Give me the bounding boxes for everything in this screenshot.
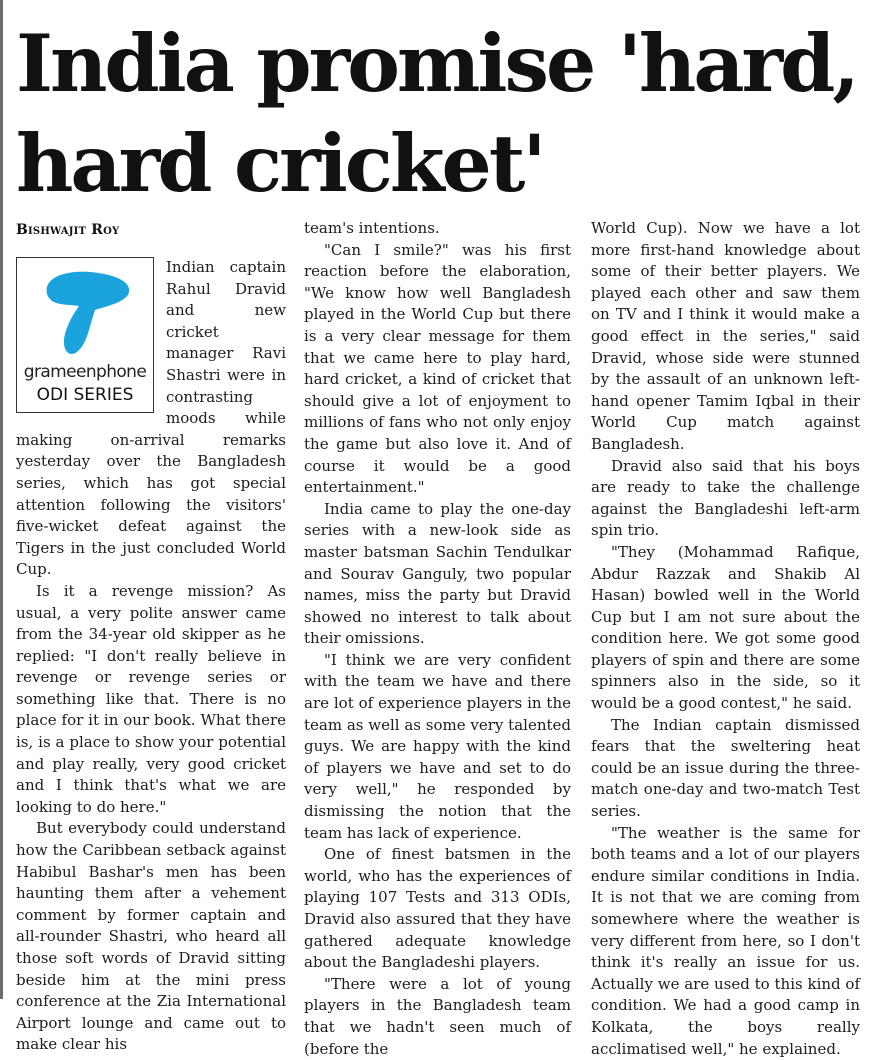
paragraph: But everybody could understand how the Caribbean setback against Habibul Bashar's men has been haunting them after a vehement comment by former captain and all-rounder Shastri, who heard all those soft words of Dravid sitting beside him at the mini press conference at the Zia International Airport lounge and came out to make clear his xyxy=(16,819,286,1054)
byline: Bishwajit Roy xyxy=(16,222,120,238)
headline-line-1: India promise 'hard, xyxy=(16,17,857,110)
article-column-2 xyxy=(304,218,571,1060)
paragraph: Dravid also said that his boys are ready to take the challenge against the Bangladeshi left-arm spin trio. xyxy=(591,456,860,540)
headline-line-2: hard cricket' xyxy=(16,117,544,210)
headline xyxy=(16,14,861,214)
logo-mark-shape xyxy=(47,272,130,354)
paragraph: World Cup). Now we have a lot more first-hand knowledge about some of their better players. We played each other and saw them on TV and I think it would make a good effect in the series," said Dravid, whose side were stunned by the assault of an unknown left-hand opener Tamim Iqbal in their World Cup match against Bangladesh. xyxy=(591,219,860,453)
logo-series-text: ODI SERIES xyxy=(36,385,134,405)
paragraph: Indian captain Rahul Dravid and new cricket manager Ravi Shastri were in contrasting moods while making on-arrival remarks yesterday over the Bangladesh series, which has got special attention following the visitors' five-wicket defeat against the Tigers in the just concluded World Cup. xyxy=(16,258,286,579)
article-column-1 xyxy=(16,257,286,1056)
article-column-3 xyxy=(591,218,860,1060)
sponsor-logo xyxy=(16,257,154,413)
column-rule xyxy=(0,0,3,999)
paragraph: "There were a lot of young players in the Bangladesh team that we hadn't seen much of (before the xyxy=(304,974,571,1058)
paragraph: team's intentions. xyxy=(304,219,440,237)
paragraph: The Indian captain dismissed fears that the sweltering heat could be an issue during the three-match one-day and two-match Test series. xyxy=(591,715,860,821)
paragraph: "The weather is the same for both teams and a lot of our players endure similar conditions in India. It is not that we are coming from somewhere where the weather is very different from here, so I don't think it's really an issue for us. Actually we are used to this kind of condition. We had a good camp in Kolkata, the boys really acclimatised well," he explained. xyxy=(591,823,860,1058)
paragraph: One of finest batsmen in the world, who has the experiences of playing 107 Tests and 313 ODIs, Dravid also assured that they have gathered adequate knowledge about the Bangladeshi players. xyxy=(304,845,571,972)
paragraph: Is it a revenge mission? As usual, a very polite answer came from the 34-year old skipper as he replied: "I don't really believe in revenge or revenge series or something like that. There is no place for it in our book. What there is, is a place to show your potential and play really, very good cricket and I think that's what we are looking to do here." xyxy=(16,581,286,816)
paragraph: India came to play the one-day series with a new-look side as master batsman Sachin Tendulkar and Sourav Ganguly, two popular names, miss the party but Dravid showed no interest to talk about their omissions. xyxy=(304,499,571,648)
paragraph: "They (Mohammad Rafique, Abdur Razzak and Shakib Al Hasan) bowled well in the World Cup but I am not sure about the condition here. We got some good players of spin and there are some spinners also in the side, so it would be a good contest," he said. xyxy=(591,542,860,713)
grameenphone-telenor-icon xyxy=(39,268,135,358)
logo-brand-text: grameenphone xyxy=(23,362,147,382)
paragraph: "I think we are very confident with the team we have and there are lot of experience players in the team as well as some very talented guys. We are happy with the kind of players we have and set to do very well," he responded by dismissing the notion that the team has lack of experience. xyxy=(304,650,571,842)
paragraph: "Can I smile?" was his first reaction before the elaboration, "We know how well Bangladesh played in the World Cup but there is a very clear message for them that we came here to play hard, hard cricket, a kind of cricket that should give a lot of enjoyment to millions of fans who not only enjoy the game but also love it. And of course it would be a good entertainment." xyxy=(304,240,571,497)
